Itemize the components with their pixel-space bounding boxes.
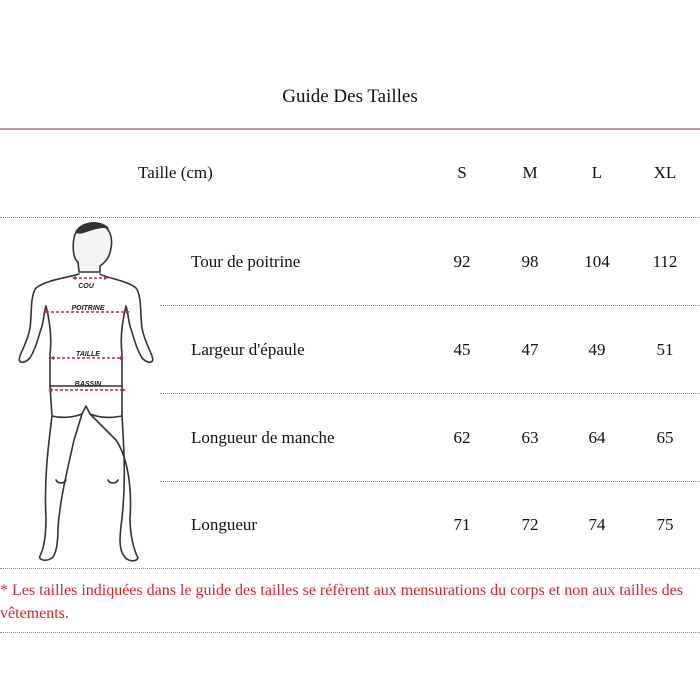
footer-divider [0,632,700,633]
table-cell: 112 [652,252,678,271]
body-outline-illustration [0,218,160,572]
waist-label: TAILLE [76,351,100,358]
size-header-l: L [591,163,603,182]
size-header-s: S [457,163,467,182]
hips-label: BASSIN [74,381,102,388]
table-cell: 92 [453,252,471,271]
table-cell: 64 [588,428,606,447]
table-cell: 71 [453,515,471,534]
table-cell: 45 [453,340,471,359]
table-cell: 47 [521,340,539,359]
table-cell: 62 [453,428,471,447]
table-cell: 51 [656,340,674,359]
row-label-shoulder: Largeur d'épaule [191,340,305,359]
size-header-xl: XL [653,163,677,182]
table-cell: 72 [521,515,539,534]
row-divider [160,481,700,482]
row-divider [160,393,700,394]
row-label-length: Longueur [191,515,258,534]
size-guide-note: * Les tailles indiquées dans le guide des tailles se réfèrent aux mensurations du corps et non aux tailles des vêtements. [0,582,683,622]
row-divider [160,305,700,306]
table-cell: 74 [588,515,606,534]
page-title: Guide Des Tailles [282,86,418,107]
table-cell: 65 [656,428,674,447]
header-divider [0,128,700,130]
neck-label: COU [78,283,94,290]
size-header-m: M [522,163,538,182]
body-measurement-figure [0,218,160,572]
size-header-label: Taille (cm) [138,163,213,182]
chest-label: POITRINE [71,305,105,312]
table-cell: 63 [521,428,539,447]
table-cell: 49 [588,340,606,359]
row-label-sleeve: Longueur de manche [191,428,335,447]
table-cell: 75 [656,515,674,534]
row-label-chest: Tour de poitrine [191,252,301,271]
table-cell: 104 [584,252,610,271]
table-cell: 98 [521,252,539,271]
